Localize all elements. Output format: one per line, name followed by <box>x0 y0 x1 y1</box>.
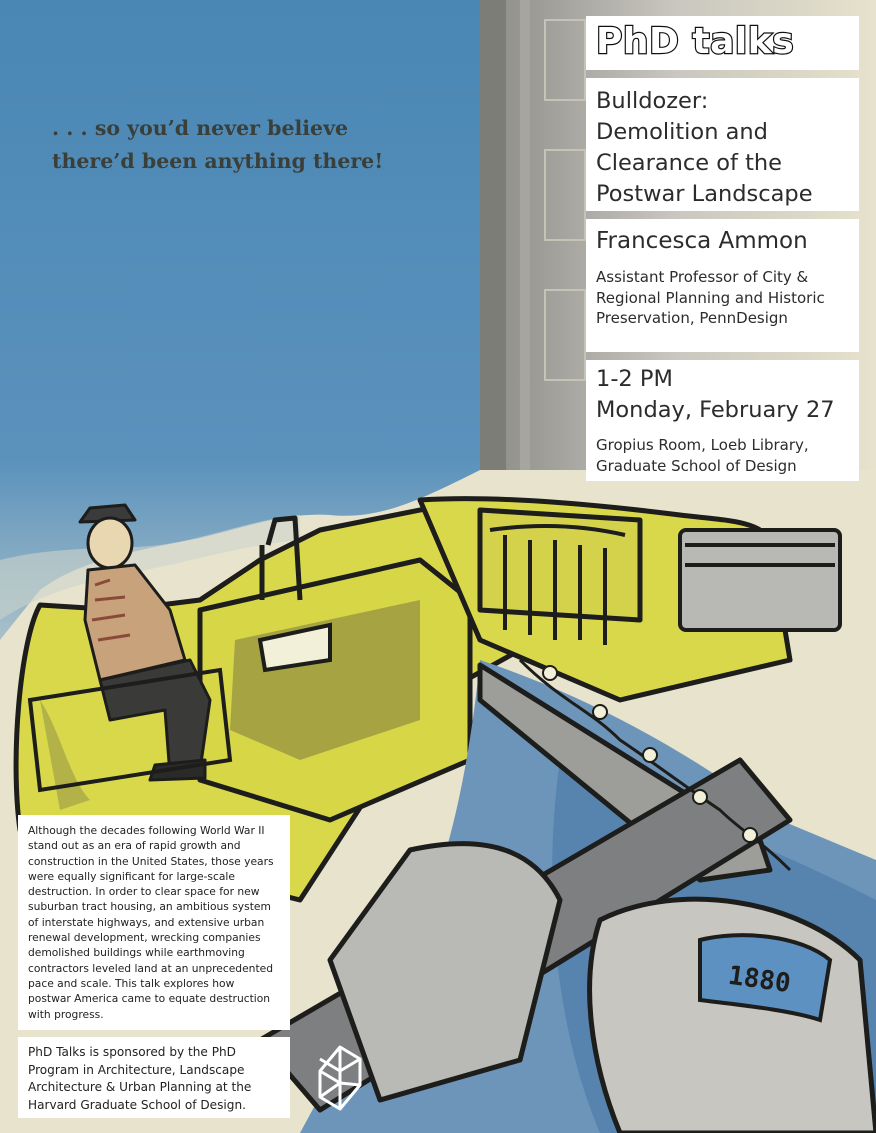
phd-talks-logo: PhD talks <box>596 21 795 62</box>
abstract-panel <box>18 815 290 1030</box>
series-logo-panel <box>586 16 859 70</box>
speaker-panel <box>586 219 859 352</box>
caption-line-2: there’d been anything there! <box>52 149 384 173</box>
engine-block <box>680 530 840 630</box>
sponsor-panel <box>18 1037 290 1118</box>
event-date: Monday, February 27 <box>596 397 835 423</box>
speaker-name: Francesca Ammon <box>596 228 808 254</box>
event-location: Gropius Room, Loeb Library, Graduate School of Design <box>596 436 809 475</box>
sponsor-text: PhD Talks is sponsored by the PhD Program in Architecture, Landscape Architecture & Urban Planning at the Harvard Graduate School of Design. <box>28 1045 252 1112</box>
abstract-text: Although the decades following World War II stand out as an era of rapid growth and construction in the United States, those years were equally significant for large-scale destruction. In order to clear space for new suburban tract housing, an ambitious system of interstate highways, and extensive urban renewal development, wrecking companies demolished buildings while earthmoving contractors leveled land at an unprecedented pace and scale. This talk explores how postwar America came to equate destruction with progress. <box>28 824 274 1021</box>
harvard-gsd-logo-icon <box>316 1045 364 1111</box>
plate-number: 1880 <box>726 960 793 1000</box>
event-panel <box>586 360 859 481</box>
illustration-caption <box>52 112 412 178</box>
talk-title-panel <box>586 78 859 211</box>
event-time: 1-2 PM <box>596 366 673 392</box>
talk-title: Bulldozer: Demolition and Clearance of the Postwar Landscape <box>596 88 813 207</box>
speaker-role: Assistant Professor of City & Regional Planning and Historic Preservation, PennDesign <box>596 268 825 327</box>
caption-line-1: . . . so you’d never believe <box>52 116 349 140</box>
